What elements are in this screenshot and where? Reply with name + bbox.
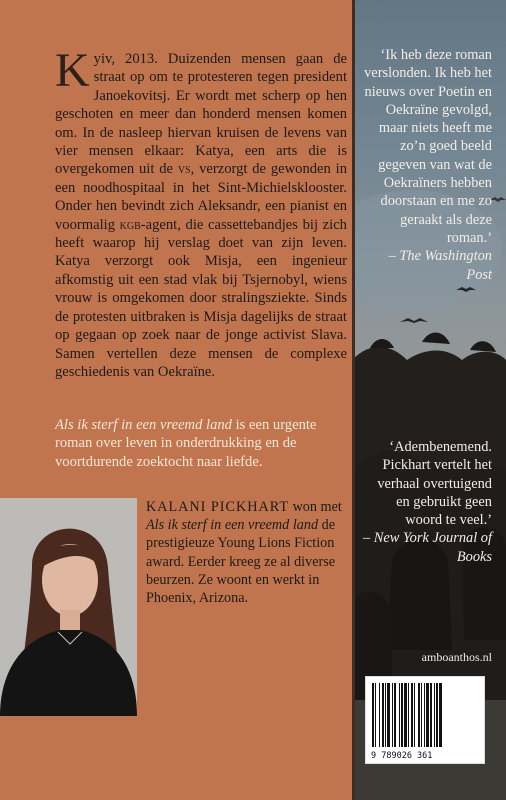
barcode-bar [401, 683, 403, 747]
barcode-bar [379, 683, 380, 747]
barcode-bar [414, 683, 415, 747]
isbn-barcode [365, 676, 485, 764]
barcode-bar [426, 683, 429, 747]
review-quote-washington-post: ‘Ik heb deze roman verslonden. Ik heb het nieuws over Poetin en Oekraïne gevolgd, maar niets heeft me zo’n goed beeld gegeven van wat de Oekraïners hebben doorstaan en me zo geraakt als deze roman.’ – The Washington Post [364, 47, 492, 283]
barcode-bar [385, 683, 386, 747]
barcode-bar [439, 683, 442, 747]
barcode-bar [411, 683, 413, 747]
barcode-bar [394, 683, 396, 747]
tagline: Als ik sterf in een vreemd land is een urgente roman over leven in onderdrukking en de voortdurende zoektocht naar liefde. [55, 417, 317, 470]
isbn-number: 9 789026 361 [371, 751, 433, 761]
barcode-bar [399, 683, 400, 747]
review-quote-ny-journal: ‘Adembenemend. Pickhart vertelt het verhaal overtuigend en gebruikt geen woord te veel.’ – New York Journal of Books [363, 439, 492, 565]
spine-edge [352, 0, 355, 800]
barcode-bar [375, 683, 376, 747]
barcode-bar [404, 683, 407, 747]
barcode-bar [408, 683, 409, 747]
book-title: Als ik sterf in een vreemd land [55, 417, 232, 433]
synopsis: Kyiv, 2013. Duizenden mensen gaan de straat op om te protesteren tegen president Janoekovitsj. Er wordt met scherp op hen geschoten en meer dan honderd mensen komen om. In de nasleep hiervan kruisen de levens van vier mensen elkaar: Katya, een arts die is overgekomen uit de vs, verzorgt de gewonden in een noodhospitaal in het Sint-Michielsklooster. Onder hen bevindt zich Aleksandr, een pianist en voormalig kgb-agent, die cassettebandjes bij zich heeft waarop hij verslag doet van zijn leven. Katya verzorgt ook Misja, een ingenieur afkomstig uit een stad vlak bij Tsjernobyl, wiens vrouw is omgekomen door stralingsziekte. Sinds de protesten uitbraken is Misja dagelijks de straat op gegaan op zoek naar de jonge activist Slava. Samen vertellen deze mensen de complexe geschiedenis van Oekraïne. [55, 44, 347, 380]
author-name: KALANI PICKHART [146, 499, 290, 515]
quote-source: New York Journal of Books [373, 530, 492, 565]
publisher-url: amboanthos.nl [421, 650, 492, 664]
barcode-bar [382, 683, 384, 747]
barcode-bar [418, 683, 420, 747]
barcode-bar [387, 683, 390, 747]
drop-cap: K [55, 44, 90, 97]
barcode-bar [434, 683, 435, 747]
author-bio: KALANI PICKHART won met Als ik sterf in een vreemd land de prestigieuze Young Lions Fiction award. Eerder kreeg ze al diverse beurzen. Ze woont en werkt in Phoenix, Arizona. [146, 499, 342, 607]
barcode-bar [372, 683, 374, 747]
barcode-bar [392, 683, 393, 747]
author-photo [0, 498, 137, 716]
quote-source: The Washington Post [399, 248, 492, 283]
barcode-bar [424, 683, 425, 747]
barcode-bar [421, 683, 422, 747]
barcode-bar [436, 683, 438, 747]
barcode-bar [430, 683, 432, 747]
